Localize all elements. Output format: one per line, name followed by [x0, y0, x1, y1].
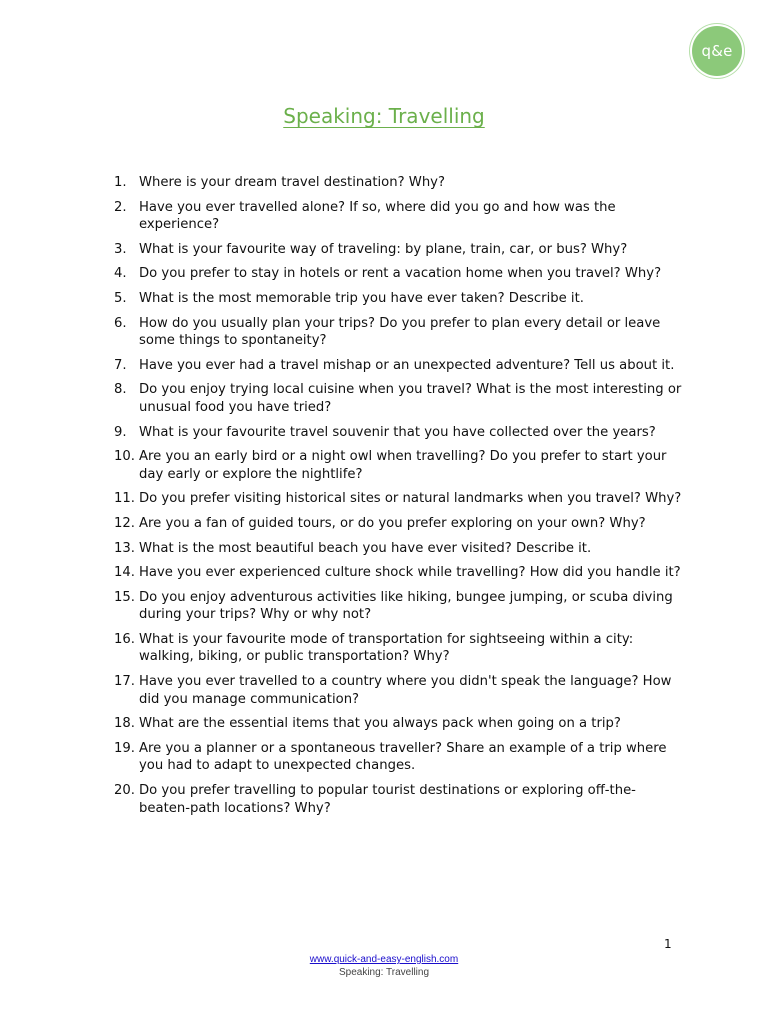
- question-item: [108, 357, 683, 375]
- question-item: [108, 265, 683, 283]
- question-number-label: 8.: [114, 382, 127, 398]
- question-number: [108, 315, 138, 333]
- question-list: [108, 174, 683, 824]
- question-item: [108, 589, 683, 624]
- question-number: [108, 174, 138, 192]
- question-number: [108, 564, 138, 582]
- brand-logo-text: q&e: [701, 42, 733, 60]
- question-text: Do you enjoy trying local cuisine when you travel? What is the most interesting or unusual food you have tried?: [139, 382, 682, 415]
- question-number-label: 14.: [114, 565, 135, 581]
- question-text: Are you a fan of guided tours, or do you prefer exploring on your own? Why?: [139, 515, 646, 531]
- question-text: What is your favourite travel souvenir that you have collected over the years?: [139, 424, 656, 440]
- question-number-label: 9.: [114, 424, 127, 440]
- page-title: Speaking: Travelling: [283, 104, 485, 128]
- question-number: [108, 241, 138, 259]
- question-text: Do you prefer visiting historical sites or natural landmarks when you travel? Why?: [139, 491, 682, 507]
- question-number-label: 12.: [114, 515, 135, 531]
- footer-subtitle: Speaking: Travelling: [338, 967, 430, 978]
- question-number: [108, 515, 138, 533]
- question-item: [108, 424, 683, 442]
- brand-logo: [692, 26, 742, 76]
- question-number-label: 10.: [114, 449, 135, 465]
- question-text: Have you ever experienced culture shock while travelling? How did you handle it?: [139, 565, 681, 581]
- question-number-label: 17.: [114, 674, 135, 690]
- page-number: 1: [664, 937, 672, 951]
- question-item: [108, 515, 683, 533]
- question-number-label: 6.: [114, 315, 127, 331]
- question-text: How do you usually plan your trips? Do you prefer to plan every detail or leave some things to spontaneity?: [139, 315, 661, 349]
- question-text: Where is your dream travel destination? Why?: [139, 175, 445, 190]
- question-text: Have you ever had a travel mishap or an unexpected adventure? Tell us about it.: [139, 357, 675, 373]
- question-number-label: 13.: [114, 540, 135, 556]
- question-item: [108, 673, 683, 708]
- question-number: [108, 357, 138, 375]
- question-number-label: 2.: [114, 199, 127, 215]
- question-text: What are the essential items that you always pack when going on a trip?: [139, 716, 621, 732]
- question-item: [108, 740, 683, 775]
- question-number-label: 15.: [114, 589, 135, 605]
- question-item: [108, 564, 683, 582]
- question-text: What is your favourite way of traveling: by plane, train, car, or bus? Why?: [139, 241, 628, 257]
- question-text: Do you enjoy adventurous activities like hiking, bungee jumping, or scuba diving during your trips? Why or why not?: [139, 589, 673, 623]
- question-number: [108, 265, 138, 283]
- footer-website-link[interactable]: www.quick-and-easy-english.com: [309, 954, 459, 965]
- question-number: [108, 490, 138, 508]
- question-text: What is the most beautiful beach you have ever visited? Describe it.: [139, 540, 592, 556]
- question-item: [108, 715, 683, 733]
- question-text: Are you an early bird or a night owl when travelling? Do you prefer to start your day early or explore the nightlife?: [139, 449, 667, 482]
- question-item: [108, 174, 683, 192]
- question-text: Are you a planner or a spontaneous traveller? Share an example of a trip where you had to adapt to unexpected changes.: [139, 740, 667, 774]
- question-text: What is the most memorable trip you have ever taken? Describe it.: [139, 290, 584, 306]
- question-number: [108, 199, 138, 217]
- question-item: [108, 315, 683, 350]
- question-number: [108, 448, 138, 466]
- question-number-label: 18.: [114, 716, 135, 732]
- question-text: Do you prefer travelling to popular tourist destinations or exploring off-the-beaten-path locations? Why?: [139, 783, 636, 816]
- question-number: [108, 290, 138, 308]
- question-item: [108, 290, 683, 308]
- question-number-label: 5.: [114, 290, 127, 306]
- question-number-label: 11.: [114, 491, 135, 507]
- question-number: [108, 715, 138, 733]
- question-number: [108, 631, 138, 649]
- question-number-label: 4.: [114, 266, 127, 282]
- question-number: [108, 540, 138, 558]
- question-text: Have you ever travelled to a country where you didn't speak the language? How did you manage communication?: [139, 674, 672, 707]
- question-number-label: 3.: [114, 241, 127, 257]
- question-number: [108, 740, 138, 758]
- question-number: [108, 782, 138, 800]
- question-number-label: 19.: [114, 740, 135, 756]
- question-number-label: 16.: [114, 631, 135, 647]
- question-text: Have you ever travelled alone? If so, where did you go and how was the experience?: [139, 199, 616, 233]
- question-number-label: 7.: [114, 357, 127, 373]
- page-footer: [0, 953, 768, 979]
- question-number: [108, 673, 138, 691]
- question-number: [108, 381, 138, 399]
- question-item: [108, 631, 683, 666]
- question-number-label: 20.: [114, 783, 135, 799]
- question-number: [108, 424, 138, 442]
- question-item: [108, 490, 683, 508]
- question-item: [108, 199, 683, 234]
- question-text: Do you prefer to stay in hotels or rent a vacation home when you travel? Why?: [139, 266, 662, 282]
- question-item: [108, 540, 683, 558]
- question-item: [108, 448, 683, 483]
- question-text: What is your favourite mode of transportation for sightseeing within a city: walking, biking, or public transportation? Why?: [139, 631, 634, 665]
- question-item: [108, 782, 683, 817]
- question-number-label: 1.: [114, 175, 127, 190]
- question-item: [108, 381, 683, 416]
- question-number: [108, 589, 138, 607]
- question-item: [108, 241, 683, 259]
